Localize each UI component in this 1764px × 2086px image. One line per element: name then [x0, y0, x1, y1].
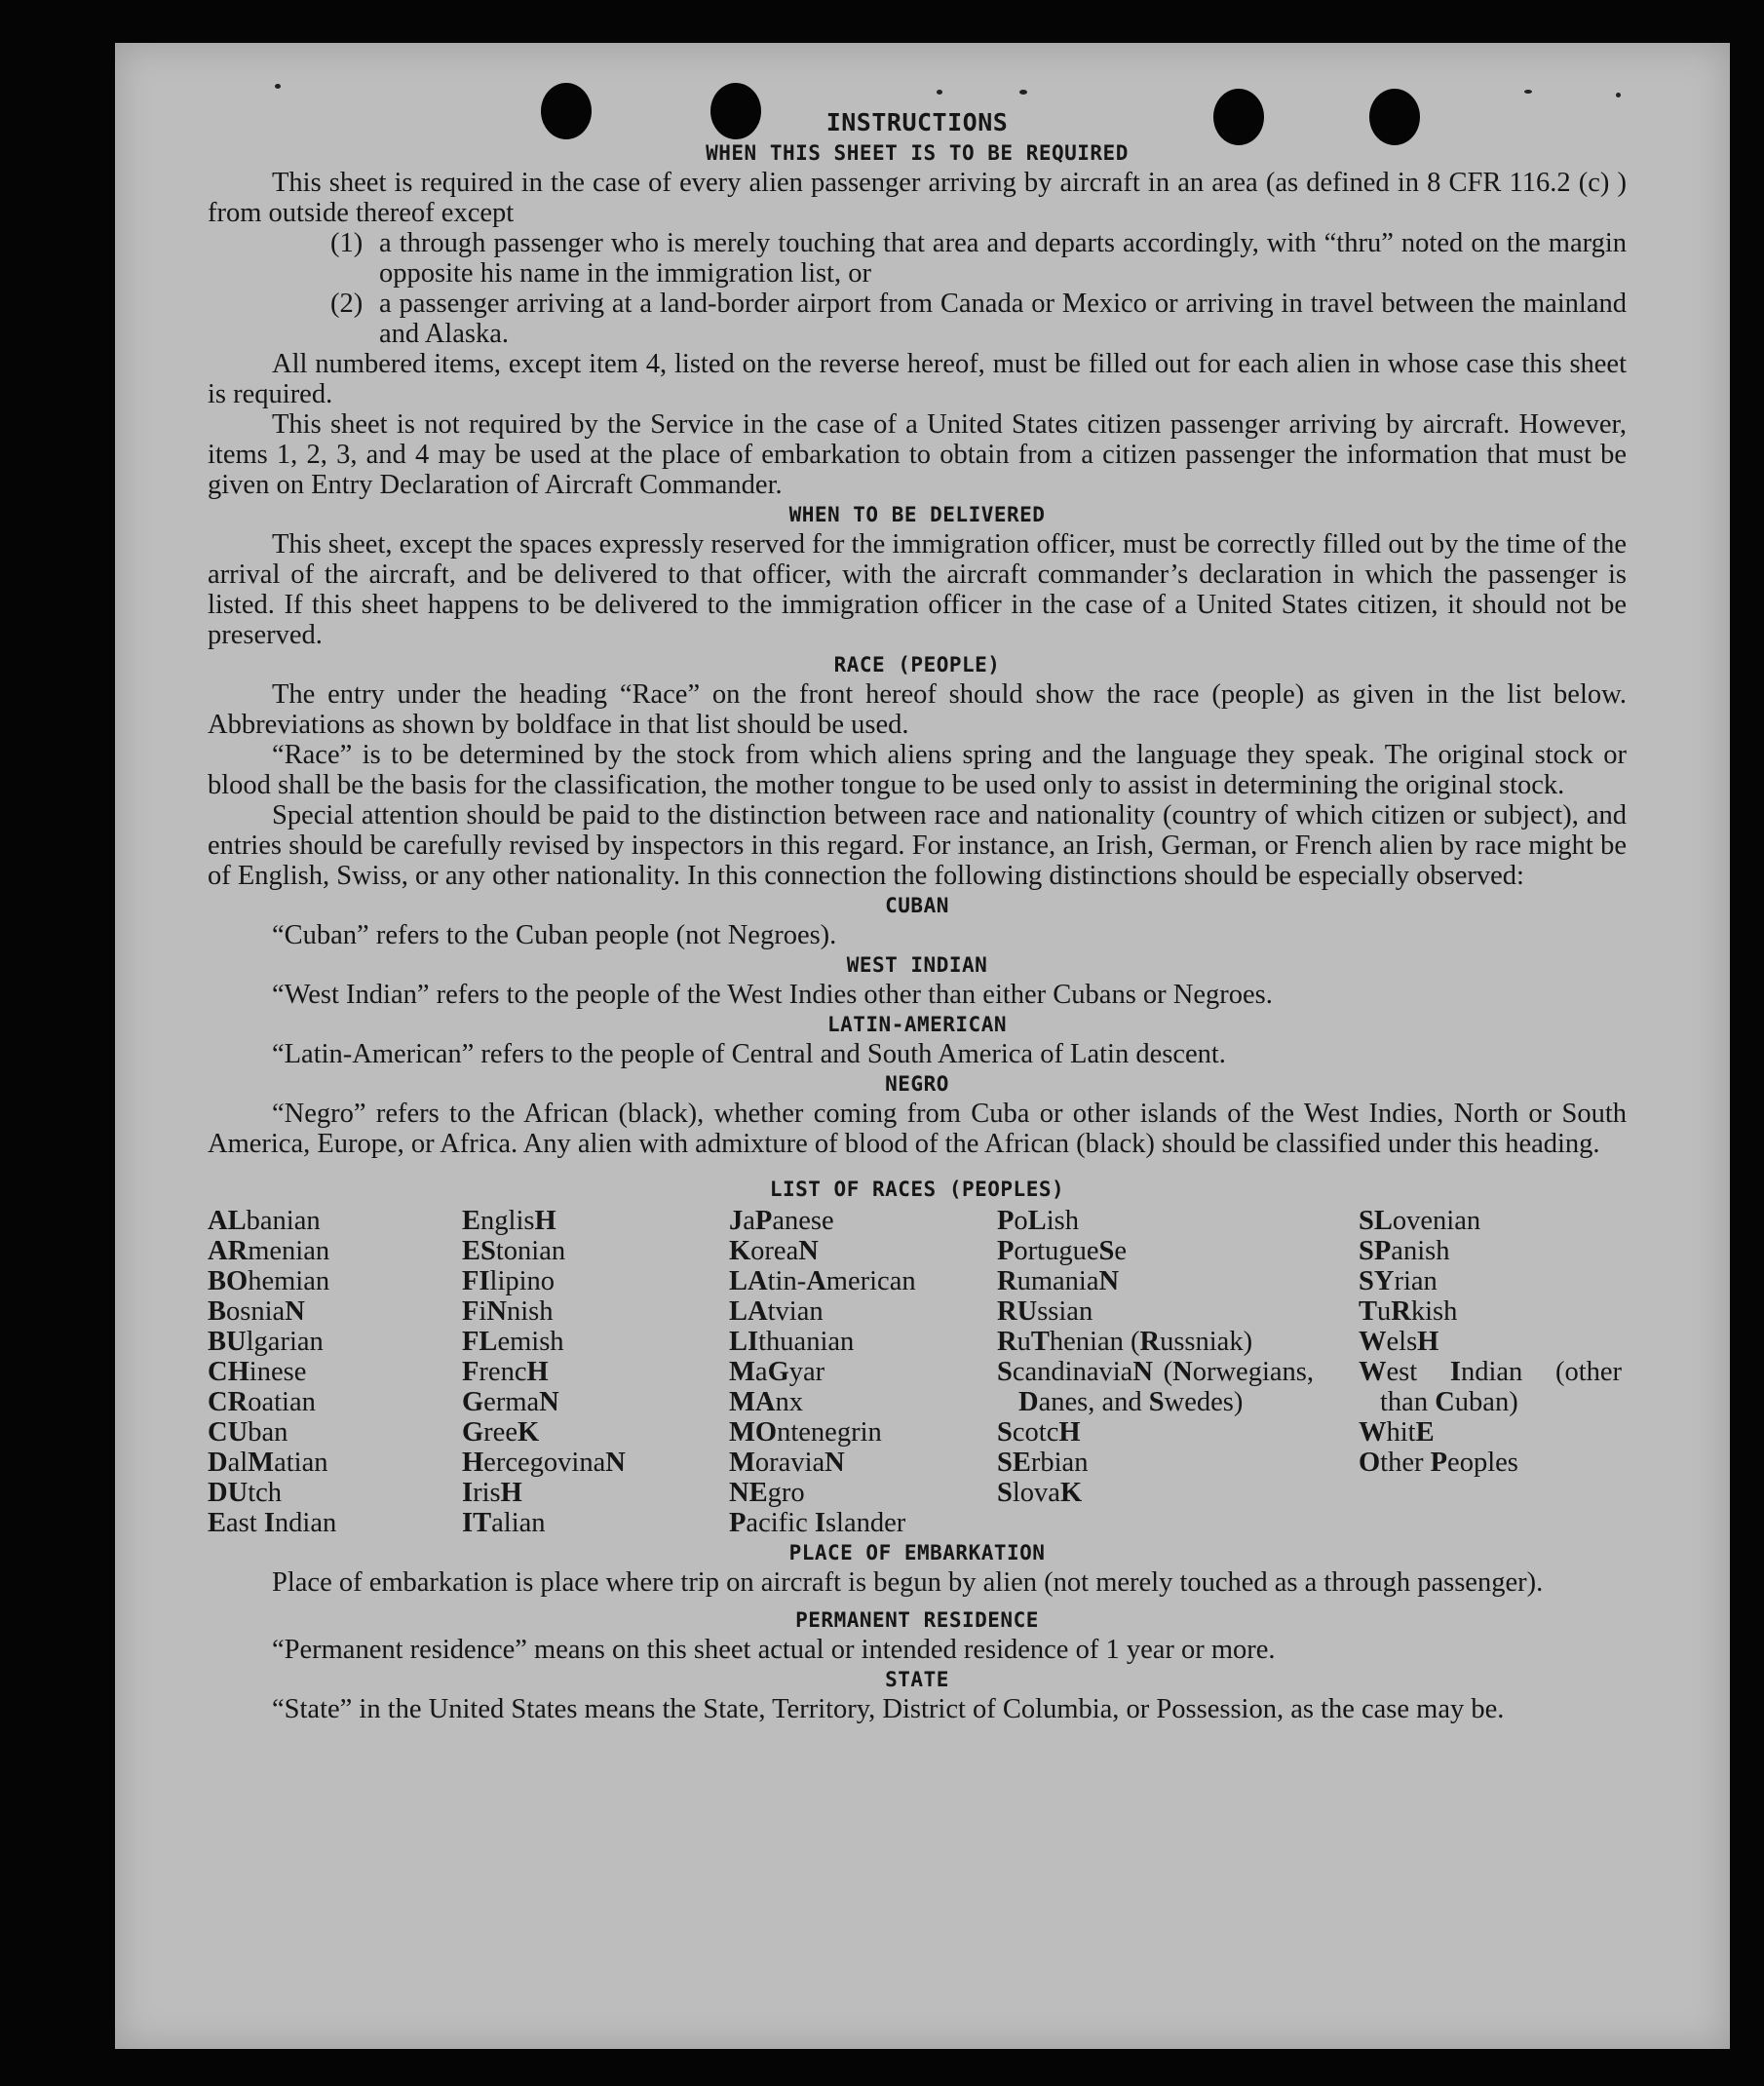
race-item: EStonian	[462, 1236, 566, 1266]
race-item: HercegovinaN	[462, 1448, 626, 1478]
paragraph: The entry under the heading “Race” on the front hereof should show the race (people) as given in the list below. Abbreviations as shown by boldface in that list should be used.	[208, 679, 1627, 740]
race-item: BosniaN	[208, 1296, 305, 1327]
race-item: IrisH	[462, 1478, 522, 1508]
race-item: ScandinaviaN (Norwegians, Danes, and Swedes)	[997, 1357, 1314, 1417]
speck	[937, 90, 942, 95]
exception-text: a passenger arriving at a land-border airport from Canada or Mexico or arriving in travel between the mainland and Alaska.	[379, 289, 1627, 349]
race-item: FIlipino	[462, 1266, 556, 1296]
race-item: TuRkish	[1359, 1296, 1458, 1327]
speck	[1524, 90, 1532, 94]
speck	[1019, 90, 1027, 95]
race-item: MaGyar	[729, 1357, 825, 1387]
paragraph: This sheet, except the spaces expressly reserved for the immigration officer, must be correctly filled out by the time of the arrival of the aircraft, and be delivered to that officer, with the aircraft commander’s declaration in which the passenger is listed. If this sheet happens to be delivered to the immigration officer in the case of a United States citizen, it should not be preserved.	[208, 529, 1627, 650]
races-list	[208, 1206, 1627, 1538]
paragraph: “State” in the United States means the State, Territory, District of Columbia, or Possession, as the case may be.	[272, 1694, 1505, 1724]
race-item: BUlgarian	[208, 1327, 324, 1357]
race-item: BOhemian	[208, 1266, 330, 1296]
race-item: CRoatian	[208, 1387, 316, 1417]
race-item: FLemish	[462, 1327, 564, 1357]
exception-number: (1)	[330, 228, 364, 258]
paragraph: Special attention should be paid to the distinction between race and nationality (country of which citizen or subject), and entries should be carefully revised by inspectors in this regard. For instance, an Irish, German, or French alien by race might be of English, Swiss, or any other nationality. In this connection the following distinctions should be especially observed:	[208, 800, 1627, 891]
race-item: NEgro	[729, 1478, 805, 1508]
race-item: RumaniaN	[997, 1266, 1120, 1296]
heading-latin-american: LATIN-AMERICAN	[826, 1013, 1007, 1036]
speck	[1616, 93, 1621, 97]
instructions-content	[208, 107, 1627, 1724]
race-item: PortugueSe	[997, 1236, 1128, 1266]
exception-text: a through passenger who is merely touching that area and departs accordingly, with “thru” noted on the margin opposite his name in the immigration list, or	[379, 228, 1627, 289]
paragraph: All numbered items, except item 4, listed on the reverse hereof, must be filled out for each alien in whose case this sheet is required.	[208, 349, 1627, 409]
paragraph: “Race” is to be determined by the stock from which aliens spring and the language they speak. The original stock or blood shall be the basis for the classification, the mother tongue to be used only to assist in determining the original stock.	[208, 740, 1627, 800]
race-item: ITalian	[462, 1508, 546, 1538]
race-item: ALbanian	[208, 1206, 321, 1236]
heading-list-of-races: LIST OF RACES (PEOPLES)	[769, 1178, 1065, 1201]
heading-cuban: CUBAN	[885, 894, 949, 917]
race-item: WhitE	[1359, 1417, 1435, 1448]
race-item: MOntenegrin	[729, 1417, 882, 1448]
document-sheet	[115, 43, 1730, 2049]
races-column	[729, 1206, 997, 1538]
race-item: SLovenian	[1359, 1206, 1481, 1236]
races-column	[997, 1206, 1314, 1538]
race-item: LIthuanian	[729, 1327, 855, 1357]
heading-when-required: WHEN THIS SHEET IS TO BE REQUIRED	[706, 141, 1129, 165]
race-item: ScotcH	[997, 1417, 1081, 1448]
race-item: MAnx	[729, 1387, 803, 1417]
race-item: JaPanese	[729, 1206, 834, 1236]
race-item: ARmenian	[208, 1236, 330, 1266]
race-item: RUssian	[997, 1296, 1093, 1327]
race-item: LAtvian	[729, 1296, 824, 1327]
heading-west-indian: WEST INDIAN	[846, 953, 988, 977]
heading-negro: NEGRO	[885, 1072, 949, 1096]
race-item: DUtch	[208, 1478, 283, 1508]
heading-permanent-residence: PERMANENT RESIDENCE	[795, 1608, 1039, 1632]
race-item: SErbian	[997, 1448, 1089, 1478]
race-item: Other Peoples	[1359, 1448, 1518, 1478]
paragraph: Place of embarkation is place where trip on aircraft is begun by alien (not merely touched as a through passenger).	[272, 1567, 1544, 1598]
race-item: East Indian	[208, 1508, 337, 1538]
heading-race: RACE (PEOPLE)	[833, 653, 1001, 676]
paragraph: “Latin-American” refers to the people of Central and South America of Latin descent.	[272, 1039, 1226, 1069]
race-item: MoraviaN	[729, 1448, 845, 1478]
race-item: CUban	[208, 1417, 288, 1448]
paragraph: “West Indian” refers to the people of the West Indies other than either Cubans or Negroes.	[272, 980, 1273, 1010]
races-column	[462, 1206, 729, 1538]
heading-embarkation: PLACE OF EMBARKATION	[788, 1541, 1046, 1564]
race-item: Pacific Islander	[729, 1508, 906, 1538]
paragraph: This sheet is not required by the Service in the case of a United States citizen passenger arriving by aircraft. However, items 1, 2, 3, and 4 may be used at the place of embarkation to obtain from a citizen passenger the information that must be given on Entry Declaration of Aircraft Commander.	[208, 409, 1627, 500]
exception-item	[208, 228, 1627, 289]
race-item: SYrian	[1359, 1266, 1438, 1296]
paragraph: “Negro” refers to the African (black), whether coming from Cuba or other islands of the West Indies, North or South America, Europe, or Africa. Any alien with admixture of blood of the African (black) should be classified under this heading.	[208, 1099, 1627, 1159]
race-item: GreeK	[462, 1417, 540, 1448]
race-item: SlovaK	[997, 1478, 1083, 1508]
race-item: CHinese	[208, 1357, 307, 1387]
race-item: RuThenian (Russniak)	[997, 1327, 1253, 1357]
races-column	[208, 1206, 462, 1538]
exception-item	[208, 289, 1627, 349]
race-item: EnglisH	[462, 1206, 556, 1236]
exception-number: (2)	[330, 289, 364, 319]
race-item: SPanish	[1359, 1236, 1450, 1266]
races-column	[1359, 1206, 1622, 1538]
race-item: West Indian (other than Cuban)	[1359, 1357, 1623, 1417]
race-item: LAtin-American	[729, 1266, 916, 1296]
paragraph: “Permanent residence” means on this sheet actual or intended residence of 1 year or more.	[272, 1635, 1276, 1665]
race-item: DalMatian	[208, 1448, 328, 1478]
speck	[275, 84, 281, 89]
race-item: KoreaN	[729, 1236, 819, 1266]
race-item: PoLish	[997, 1206, 1079, 1236]
race-item: GermaN	[462, 1387, 559, 1417]
race-item: FiNnish	[462, 1296, 554, 1327]
page-title: INSTRUCTIONS	[825, 108, 1009, 136]
paragraph: This sheet is required in the case of every alien passenger arriving by aircraft in an area (as defined in 8 CFR 116.2 (c) ) from outside thereof except	[208, 168, 1627, 228]
paragraph: “Cuban” refers to the Cuban people (not Negroes).	[272, 920, 837, 950]
heading-state: STATE	[885, 1668, 949, 1691]
race-item: FrencH	[462, 1357, 549, 1387]
race-item: WelsH	[1359, 1327, 1439, 1357]
heading-when-delivered: WHEN TO BE DELIVERED	[788, 503, 1046, 526]
